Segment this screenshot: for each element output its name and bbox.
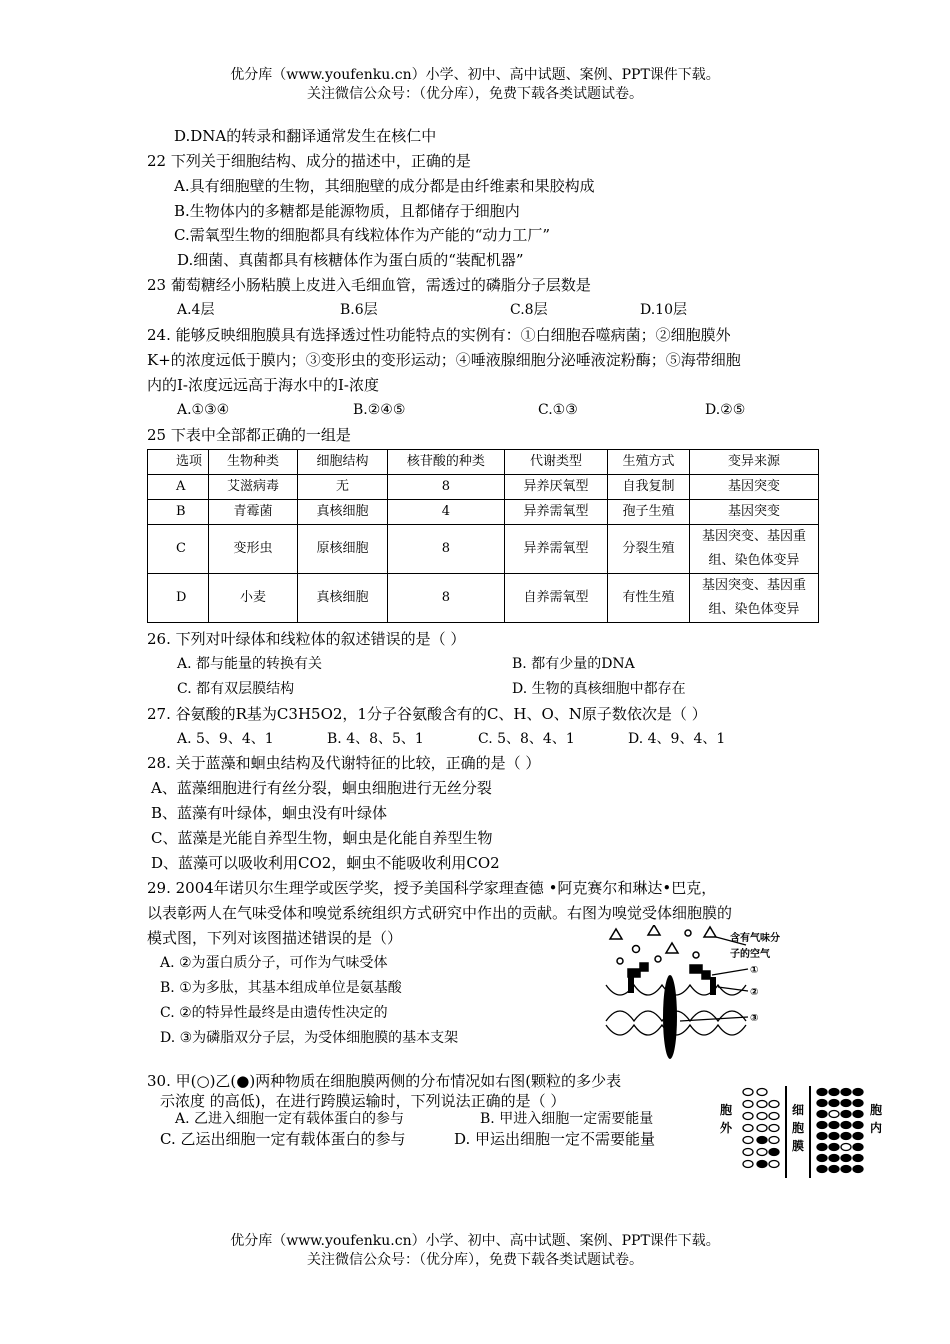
- q23-option-b: B.6层: [340, 302, 378, 318]
- q30-line-1: 30. 甲(○)乙(●)两种物质在细胞膜两侧的分布情况如右图(颗粒的多少表: [147, 1072, 622, 1090]
- table-cell: 真核细胞: [298, 500, 388, 525]
- q30-line-2: 示浓度 的高低)，在进行跨膜运输时，下列说法正确的是（ ）: [160, 1092, 566, 1110]
- q22-stem: 22 下列关于细胞结构、成分的描述中，正确的是: [147, 152, 471, 170]
- particle: [743, 1101, 753, 1108]
- particle: [769, 1101, 779, 1108]
- particle: [841, 1133, 851, 1140]
- particle: [853, 1133, 863, 1140]
- table-cell: D: [148, 574, 209, 623]
- particle: [757, 1089, 767, 1096]
- label-outside-1: 胞: [720, 1103, 733, 1117]
- q28-option-b: B、蓝藻有叶绿体，蛔虫没有叶绿体: [151, 804, 388, 822]
- q24-option-b: B.②④⑤: [353, 402, 406, 418]
- header-cell: 选项: [148, 450, 209, 475]
- particle: [769, 1125, 779, 1132]
- particle: [829, 1122, 839, 1129]
- particle: [743, 1125, 753, 1132]
- particle: [841, 1166, 851, 1173]
- table-cell: 异养需氧型: [504, 500, 607, 525]
- q22-option-b: B.生物体内的多糖都是能源物质，且都储存于细胞内: [174, 202, 520, 220]
- q24-option-d: D.②⑤: [705, 402, 746, 418]
- q29-option-d: D. ③为磷脂双分子层，为受体细胞膜的基本支架: [160, 1030, 459, 1046]
- table-cell: 8: [387, 574, 504, 623]
- figure-marker-3: ③: [750, 1013, 759, 1024]
- particle: [757, 1125, 767, 1132]
- table-cell: 孢子生殖: [608, 500, 690, 525]
- table-cell: 青霉菌: [208, 500, 298, 525]
- q24-option-c: C.①③: [538, 402, 578, 418]
- particle: [743, 1113, 753, 1120]
- q27-option-b: B. 4、8、5、1: [327, 731, 424, 747]
- table-cell: 基因突变: [689, 500, 818, 525]
- particle: [853, 1089, 863, 1096]
- q23-option-a: A.4层: [177, 302, 215, 318]
- q30-option-b: B. 甲进入细胞一定需要能量: [480, 1111, 654, 1127]
- particle: [829, 1144, 839, 1151]
- particle: [757, 1137, 767, 1144]
- particle: [757, 1161, 767, 1168]
- q21-option-d: D.DNA的转录和翻译通常发生在核仁中: [174, 127, 437, 145]
- particle: [817, 1144, 827, 1151]
- label-membrane-3: 膜: [792, 1139, 805, 1153]
- header-cell: 变异来源: [689, 450, 818, 475]
- q23-stem: 23 葡萄糖经小肠粘膜上皮进入毛细血管，需透过的磷脂分子层数是: [147, 276, 591, 294]
- q25-table: [147, 449, 819, 623]
- inside-particles: [817, 1089, 863, 1173]
- particle: [817, 1111, 827, 1118]
- q27-option-d: D. 4、9、4、1: [628, 731, 726, 747]
- particle: [817, 1100, 827, 1107]
- particle: [841, 1111, 851, 1118]
- table-cell: 基因突变: [689, 475, 818, 500]
- header-cell: 细胞结构: [298, 450, 388, 475]
- particle: [829, 1100, 839, 1107]
- label-inside-1: 胞: [870, 1103, 883, 1117]
- q30-option-a: A. 乙进入细胞一定有载体蛋白的参与: [175, 1111, 405, 1127]
- particle: [841, 1089, 851, 1096]
- q23-option-d: D.10层: [640, 302, 687, 318]
- q27-stem: 27. 谷氨酸的R基为C3H5O2，1分子谷氨酸含有的C、H、O、N原子数依次是（ ）: [147, 705, 707, 723]
- q29-line-1: 29. 2004年诺贝尔生理学或医学奖，授予美国科学家理查德 •阿克赛尔和琳达•巴克，: [147, 879, 717, 897]
- table-cell: 艾滋病毒: [208, 475, 298, 500]
- q23-option-c: C.8层: [510, 302, 548, 318]
- particle: [829, 1111, 839, 1118]
- table-cell: 真核细胞: [298, 574, 388, 623]
- q22-option-d: D.细菌、真菌都具有核糖体作为蛋白质的“装配机器”: [177, 251, 524, 269]
- q26-option-d: D. 生物的真核细胞中都存在: [512, 681, 686, 697]
- q24-line-3: 内的I-浓度远远高于海水中的I-浓度: [147, 376, 379, 394]
- header-cell: 生物种类: [208, 450, 298, 475]
- particle: [829, 1155, 839, 1162]
- particle: [743, 1161, 753, 1168]
- particle: [829, 1133, 839, 1140]
- particle: [853, 1111, 863, 1118]
- q26-option-b: B. 都有少量的DNA: [512, 656, 635, 672]
- particle: [841, 1122, 851, 1129]
- table-cell: 基因突变、基因重组、染色体变异: [689, 574, 818, 623]
- particle: [743, 1089, 753, 1096]
- membrane-particles-figure: [718, 1084, 888, 1180]
- table-cell: 分裂生殖: [608, 525, 690, 574]
- table-cell: 无: [298, 475, 388, 500]
- footer-line-2: 关注微信公众号：（优分库），免费下载各类试题试卷。: [307, 1252, 643, 1268]
- figure-label-air-1: 含有气味分: [730, 933, 780, 944]
- header-line-2: 关注微信公众号：（优分库），免费下载各类试题试卷。: [307, 86, 643, 102]
- particle: [757, 1149, 767, 1156]
- q28-stem: 28. 关于蓝藻和蛔虫结构及代谢特征的比较，正确的是（ ）: [147, 754, 541, 772]
- table-cell: 原核细胞: [298, 525, 388, 574]
- table-cell: 8: [387, 475, 504, 500]
- q28-option-c: C、蓝藻是光能自养型生物，蛔虫是化能自养型生物: [151, 829, 493, 847]
- header-cell: 核苷酸的种类: [387, 450, 504, 475]
- header-cell: 生殖方式: [608, 450, 690, 475]
- olfactory-membrane-figure: [600, 925, 810, 1060]
- particle: [829, 1166, 839, 1173]
- label-membrane-2: 胞: [792, 1121, 805, 1135]
- particle: [853, 1144, 863, 1151]
- particle: [769, 1149, 779, 1156]
- table-row: [148, 574, 819, 623]
- table-cell: A: [148, 475, 209, 500]
- table-cell: C: [148, 525, 209, 574]
- q29-option-c: C. ②的特异性最终是由遗传性决定的: [160, 1005, 388, 1021]
- table-cell: 8: [387, 525, 504, 574]
- q26-option-a: A. 都与能量的转换有关: [177, 656, 323, 672]
- outside-particles: [743, 1089, 779, 1168]
- table-header-row: [148, 450, 819, 475]
- table-cell: 变形虫: [208, 525, 298, 574]
- footer-line-1: 优分库（www.youfenku.cn）小学、初中、高中试题、案例、PPT课件下载。: [230, 1233, 720, 1249]
- table-row: [148, 475, 819, 500]
- q30-option-c: C. 乙运出细胞一定有载体蛋白的参与: [160, 1130, 406, 1148]
- q27-option-a: A. 5、9、4、1: [177, 731, 274, 747]
- q29-option-a: A. ②为蛋白质分子，可作为气味受体: [160, 955, 388, 971]
- table-cell: 有性生殖: [608, 574, 690, 623]
- particle: [853, 1122, 863, 1129]
- q22-option-a: A.具有细胞壁的生物，其细胞壁的成分都是由纤维素和果胶构成: [174, 177, 595, 195]
- label-membrane-1: 细: [792, 1103, 805, 1117]
- q25-stem: 25 下表中全部都正确的一组是: [147, 426, 351, 444]
- particle: [841, 1100, 851, 1107]
- particle: [817, 1155, 827, 1162]
- figure-label-air-2: 子的空气: [730, 949, 770, 960]
- table-cell: 4: [387, 500, 504, 525]
- q24-line-1: 24. 能够反映细胞膜具有选择透过性功能特点的实例有：①白细胞吞噬病菌；②细胞膜外: [147, 326, 731, 344]
- q29-line-3: 模式图，下列对该图描述错误的是（）: [147, 929, 403, 947]
- q27-option-c: C. 5、8、4、1: [478, 731, 575, 747]
- table-cell: 小麦: [208, 574, 298, 623]
- particle: [817, 1133, 827, 1140]
- particle: [743, 1137, 753, 1144]
- q30-option-d: D. 甲运出细胞一定不需要能量: [454, 1130, 656, 1148]
- particle: [853, 1155, 863, 1162]
- q29-line-2: 以表彰两人在气味受体和嗅觉系统组织方式研究中作出的贡献。右图为嗅觉受体细胞膜的: [147, 904, 733, 922]
- q26-stem: 26. 下列对叶绿体和线粒体的叙述错误的是（ ）: [147, 630, 466, 648]
- particle: [757, 1113, 767, 1120]
- table-cell: 异养需氧型: [504, 525, 607, 574]
- particle: [841, 1155, 851, 1162]
- particle: [817, 1166, 827, 1173]
- table-cell: 自养需氧型: [504, 574, 607, 623]
- figure-marker-1: ①: [750, 965, 759, 976]
- q24-option-a: A.①③④: [177, 402, 230, 418]
- q22-option-c: C.需氧型生物的细胞都具有线粒体作为产能的“动力工厂”: [174, 226, 551, 244]
- particle: [757, 1101, 767, 1108]
- particle: [841, 1144, 851, 1151]
- table-cell: 自我复制: [608, 475, 690, 500]
- label-inside-2: 内: [870, 1121, 883, 1135]
- particle: [769, 1137, 779, 1144]
- q28-option-d: D、蓝藻可以吸收利用CO2，蛔虫不能吸收利用CO2: [151, 854, 500, 872]
- q26-option-c: C. 都有双层膜结构: [177, 681, 295, 697]
- particle: [829, 1089, 839, 1096]
- figure-marker-2: ②: [750, 987, 759, 998]
- table-row: [148, 500, 819, 525]
- header-cell: 代谢类型: [504, 450, 607, 475]
- particle: [743, 1149, 753, 1156]
- particle: [817, 1089, 827, 1096]
- particle: [769, 1161, 779, 1168]
- label-outside-2: 外: [720, 1121, 733, 1135]
- particle: [853, 1100, 863, 1107]
- table-cell: 异养厌氧型: [504, 475, 607, 500]
- q24-line-2: K+的浓度远低于膜内；③变形虫的变形运动；④唾液腺细胞分泌唾液淀粉酶；⑤海带细胞: [147, 351, 741, 369]
- table-row: [148, 525, 819, 574]
- particle: [817, 1122, 827, 1129]
- table-cell: 基因突变、基因重组、染色体变异: [689, 525, 818, 574]
- table-cell: B: [148, 500, 209, 525]
- header-line-1: 优分库（www.youfenku.cn）小学、初中、高中试题、案例、PPT课件下载。: [230, 67, 720, 83]
- particle: [853, 1166, 863, 1173]
- q29-option-b: B. ①为多肽，其基本组成单位是氨基酸: [160, 980, 402, 996]
- particle: [769, 1113, 779, 1120]
- q28-option-a: A、蓝藻细胞进行有丝分裂，蛔虫细胞进行无丝分裂: [151, 779, 492, 797]
